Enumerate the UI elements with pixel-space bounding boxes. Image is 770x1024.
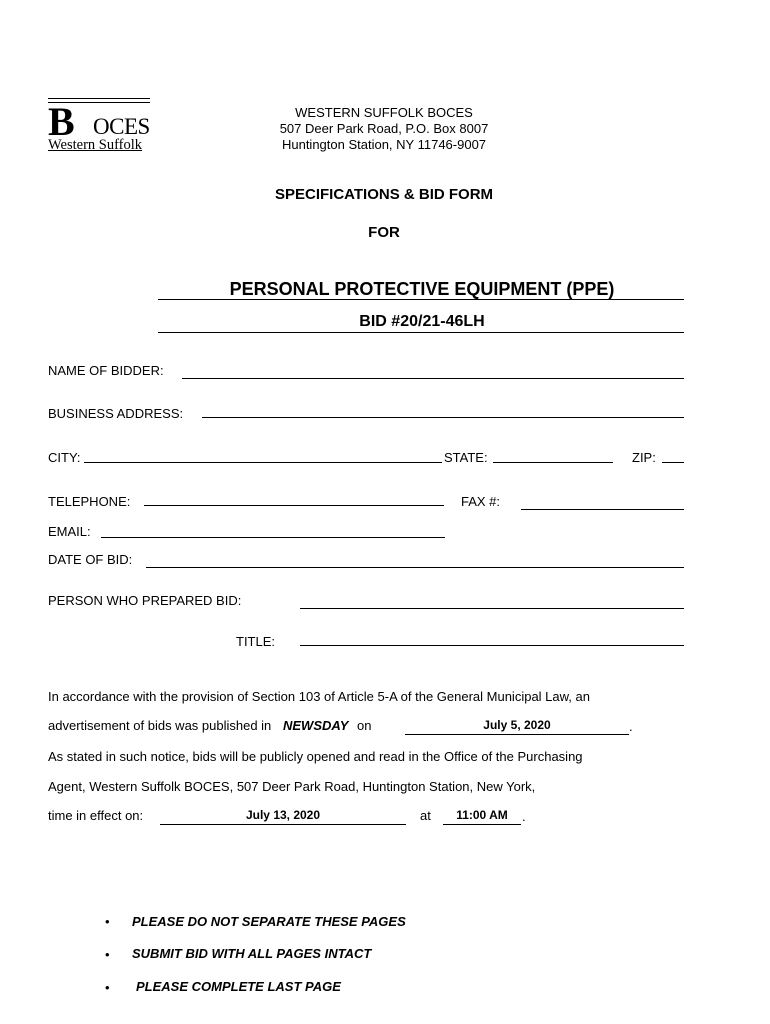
- instruction-item: PLEASE COMPLETE LAST PAGE: [136, 979, 341, 994]
- subject-underline: [158, 299, 684, 300]
- org-address-line1: 507 Deer Park Road, P.O. Box 8007: [279, 121, 489, 136]
- notice-on: on: [357, 718, 372, 733]
- opening-time: 11:00 AM: [456, 808, 508, 822]
- logo-mark: B: [48, 99, 70, 144]
- date-of-bid-field[interactable]: [146, 567, 684, 568]
- logo-subtitle: Western Suffolk: [48, 137, 143, 153]
- bullet-icon: •: [105, 980, 110, 995]
- form-title-for: FOR: [368, 224, 400, 241]
- publish-date: July 5, 2020: [483, 718, 551, 732]
- email-field[interactable]: [101, 537, 445, 538]
- logo-wordmark: OCES: [93, 114, 150, 139]
- notice-line-2-prefix: advertisement of bids was published in: [48, 718, 272, 733]
- boces-logo: [48, 98, 152, 158]
- opening-time-underline: [443, 824, 521, 825]
- zip-label: ZIP:: [632, 450, 656, 465]
- notice-line-3: As stated in such notice, bids will be publicly opened and read in the Office of the Purchasing: [48, 749, 583, 764]
- title-label: TITLE:: [236, 634, 276, 649]
- business-address-field[interactable]: [202, 417, 684, 418]
- preparer-label: PERSON WHO PREPARED BID:: [48, 593, 242, 608]
- city-label: CITY:: [48, 450, 81, 465]
- zip-field[interactable]: [662, 462, 684, 463]
- newspaper-name: NEWSDAY: [283, 718, 349, 733]
- opening-date-underline: [160, 824, 406, 825]
- city-field[interactable]: [84, 462, 442, 463]
- bid-number-underline: [158, 332, 684, 333]
- bullet-icon: •: [105, 947, 110, 962]
- letterhead: [270, 105, 498, 153]
- bidder-name-field[interactable]: [182, 378, 684, 379]
- notice-line-5-prefix: time in effect on:: [48, 808, 144, 823]
- instruction-item: PLEASE DO NOT SEPARATE THESE PAGES: [132, 914, 406, 929]
- notice-line-1: In accordance with the provision of Section 103 of Article 5-A of the General Municipal Law, an: [48, 689, 590, 704]
- bullet-icon: •: [105, 914, 110, 929]
- notice-line-4: Agent, Western Suffolk BOCES, 507 Deer Park Road, Huntington Station, New York,: [48, 779, 536, 794]
- fax-field[interactable]: [521, 509, 684, 510]
- notice-line-5-end: .: [522, 809, 526, 824]
- org-address-line2: Huntington Station, NY 11746-9007: [281, 137, 487, 152]
- title-field[interactable]: [300, 645, 684, 646]
- email-label: EMAIL:: [48, 524, 91, 539]
- org-name: WESTERN SUFFOLK BOCES: [295, 105, 473, 120]
- preparer-field[interactable]: [300, 608, 684, 609]
- bidder-name-label: NAME OF BIDDER:: [48, 363, 164, 378]
- bid-subject: PERSONAL PROTECTIVE EQUIPMENT (PPE): [229, 279, 615, 299]
- notice-line-2-end: .: [629, 719, 633, 734]
- business-address-label: BUSINESS ADDRESS:: [48, 406, 184, 421]
- instruction-item: SUBMIT BID WITH ALL PAGES INTACT: [132, 946, 372, 961]
- opening-date: July 13, 2020: [245, 808, 321, 822]
- fax-label: FAX #:: [461, 494, 501, 509]
- state-field[interactable]: [493, 462, 613, 463]
- telephone-field[interactable]: [144, 505, 444, 506]
- bid-number: BID #20/21-46LH: [359, 313, 485, 330]
- publish-date-underline: [405, 734, 629, 735]
- notice-at: at: [420, 808, 431, 823]
- form-title: SPECIFICATIONS & BID FORM: [274, 186, 494, 203]
- date-of-bid-label: DATE OF BID:: [48, 552, 133, 567]
- telephone-label: TELEPHONE:: [48, 494, 131, 509]
- state-label: STATE:: [444, 450, 488, 465]
